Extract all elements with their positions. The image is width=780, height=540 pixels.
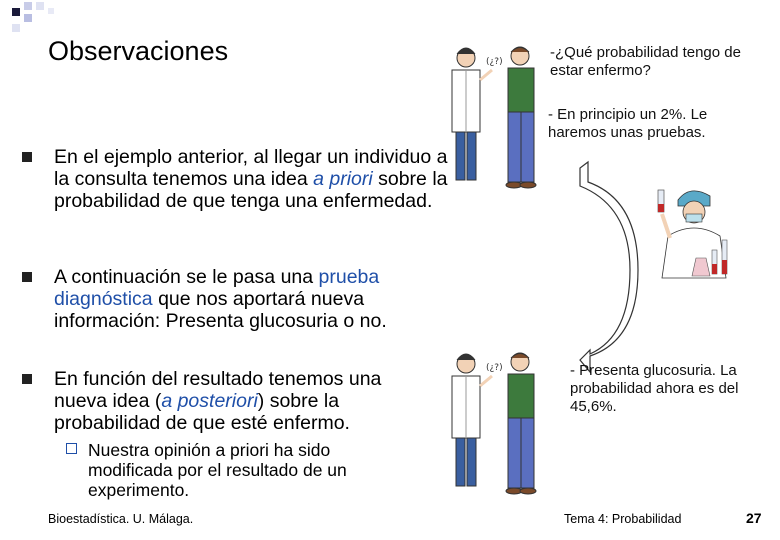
bullet-text-part: En función del resultado tenemos una nueva idea ( <box>54 368 382 412</box>
bullet-text-part: sobre la probabilidad de que tenga una enfermedad. <box>54 168 448 212</box>
corner-square-light <box>24 14 32 22</box>
bullet-text <box>54 368 424 434</box>
nurse-test-tube-illustration <box>648 180 743 280</box>
bullet-text-part: que nos aportará nueva información: Presenta glucosuria o no. <box>54 288 387 332</box>
corner-decoration <box>0 0 60 40</box>
hollow-square-bullet-icon <box>66 443 77 454</box>
footer-left: Bioestadística. U. Málaga. <box>48 512 194 526</box>
corner-square-light <box>12 24 20 32</box>
bullet-emphasis: a posteriori <box>161 390 258 412</box>
svg-text:(¿?): (¿?) <box>486 57 503 67</box>
corner-square-light <box>24 2 32 10</box>
patient-figure <box>506 353 536 494</box>
footer-center: Tema 4: Probabilidad <box>564 512 682 526</box>
bullet-emphasis: a priori <box>313 168 373 190</box>
doctor-result: - Presenta glucosuria. La probabilidad ahora es del 45,6%. <box>570 362 739 415</box>
corner-square-dark <box>12 8 20 16</box>
bullet-text-part: ) sobre la probabilidad de que esté enfermo. <box>54 390 350 434</box>
doctor-answer: - En principio un 2%. Le haremos unas pruebas. <box>548 106 708 141</box>
bullet-text <box>54 266 454 332</box>
square-bullet-icon <box>22 272 32 282</box>
bullet-text-part: En el ejemplo anterior, al llegar un individuo a la consulta tenemos una idea <box>54 146 448 190</box>
svg-text:(¿?): (¿?) <box>486 363 503 373</box>
corner-square-light <box>48 8 54 14</box>
page-number: 27 <box>746 510 762 526</box>
doctor-patient-illustration-bottom <box>440 346 550 496</box>
doctor-figure <box>452 354 492 486</box>
bullet-text-part: A continuación se le pasa una <box>54 266 319 288</box>
page-title: Observaciones <box>48 36 229 66</box>
corner-square-light <box>36 2 44 10</box>
square-bullet-icon <box>22 152 32 162</box>
patient-figure <box>506 47 536 188</box>
square-bullet-icon <box>22 374 32 384</box>
bullet-text <box>54 146 454 212</box>
sub-bullet-text: Nuestra opinión a priori ha sido modificada por el resultado de un experimento. <box>88 440 347 500</box>
doctor-figure <box>452 48 492 180</box>
patient-question: -¿Qué probabilidad tengo de estar enfermo? <box>550 44 741 79</box>
doctor-patient-illustration-top <box>440 40 550 190</box>
curved-arrow-icon <box>578 160 648 380</box>
bullet-emphasis: prueba diagnóstica <box>54 266 380 310</box>
